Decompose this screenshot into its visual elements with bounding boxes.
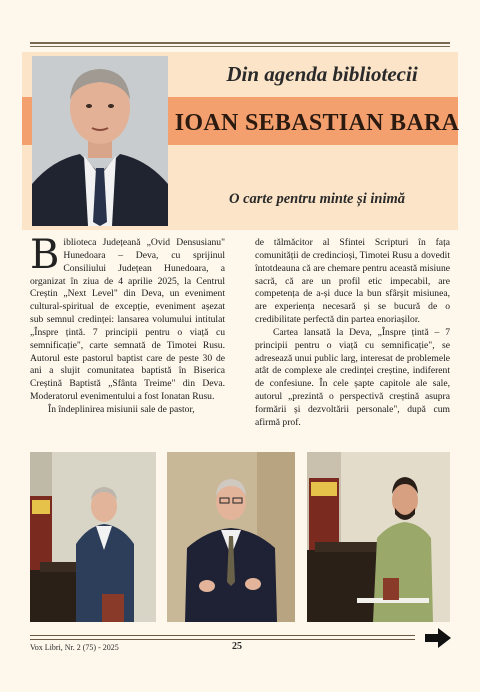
- author-name-title: IOAN SEBASTIAN BARA: [174, 110, 460, 136]
- top-rule: [30, 42, 450, 44]
- article-column-left: [30, 232, 225, 417]
- article-body: [30, 232, 450, 445]
- event-photo-2: [167, 452, 295, 622]
- article-paragraph: În îndeplinirea misiunii sale de pastor,: [48, 403, 195, 415]
- article-paragraph: [30, 232, 225, 404]
- drop-cap: B: [30, 232, 60, 278]
- footer-rule: [30, 635, 415, 636]
- event-photo-1: [30, 452, 156, 622]
- article-header: [22, 52, 458, 230]
- event-photo-3: [307, 452, 450, 622]
- author-portrait: [32, 56, 168, 226]
- article-column-right: [255, 237, 450, 430]
- article-paragraph: Cartea lansată la Deva, „Înspre țintă – 7 principii pentru o viață cu semnificație", se adresează unui public larg, interesat de problemele atât de complexe ale credinței creștine, indiferent de confesiune. În cele șapte capitole ale sale, autorul „prezintă o perspectivă creștină asupra formării și dezvoltării personale", după cum afirmă prof.: [255, 326, 450, 428]
- arrow-right-icon[interactable]: [424, 628, 452, 648]
- paragraph-text: iblioteca Județeană „Ovid Densusianu" Hunedoara – Deva, cu sprijinul Consiliului Județean Hunedoara, a organizat în ziua de 4 aprilie 2025, la Centrul Creștin „Next Level" din Deva, un eveniment cultural-spiritual de excepție, eveniment așezat sub semnul credinței: lansarea volumului intitulat „Înspre țintă. 7 principii pentru o viață cu semnificație", carte semnată de Timotei Rusu. Autorul este pastorul baptist care de peste 30 de ani a slujit comunitatea baptistă în Biserica Creștină Baptistă „Sfânta Treime" din Deva. Moderatorul evenimentului a fost Ionatan Rusu.: [30, 237, 225, 403]
- page-number: 25: [232, 641, 242, 652]
- section-title: Din agenda bibliotecii: [226, 62, 418, 86]
- footer-rule-thin: [30, 639, 415, 640]
- article-subtitle: O carte pentru minte și inimă: [228, 191, 406, 207]
- top-rule-thin: [30, 46, 450, 47]
- article-paragraph: de tălmăcitor al Sfintei Scripturi în fața comunității de credincioși, Timotei Rusu a dovedit întotdeauna că are chemare pentru această misiune sacră, că are un profil etic impecabil, are competența de a-și duce la bun sfârșit misiunea, are experiența necesară și se bucură de o credibilitate perfectă din partea enoriașilor.: [255, 237, 450, 326]
- journal-citation: Vox Libri, Nr. 2 (75) - 2025: [30, 643, 119, 652]
